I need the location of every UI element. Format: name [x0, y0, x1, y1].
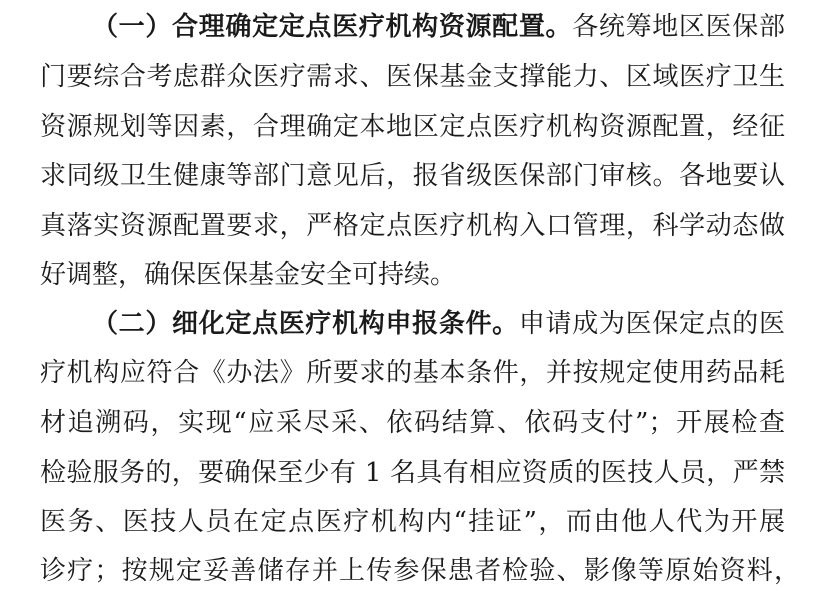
text-run: 医务、医技人员在定点医疗机构内“挂证”，而由他人代为开展: [40, 507, 785, 537]
text-run: 材追溯码，实现“应采尽采、依码结算、依码支付”；开展检查: [40, 408, 785, 438]
text-run: 各统筹地区医保部: [572, 12, 785, 42]
paragraph-2-line-5: [40, 505, 785, 539]
text-run: 好调整，确保医保基金安全可持续。: [40, 260, 457, 290]
text-run: 疗机构应符合《办法》所要求的基本条件，并按规定使用药品耗: [40, 358, 785, 388]
text-run: 检验服务的，要确保至少有 1 名具有相应资质的医技人员，严禁: [40, 458, 785, 488]
paragraph-2-line-6: [40, 554, 800, 588]
text-run: 资源规划等因素，合理确定本地区定点医疗机构资源配置，经征: [40, 112, 785, 142]
section-heading-1: （一）合理确定定点医疗机构资源配置。: [92, 12, 573, 42]
text-run: 求同级卫生健康等部门意见后，报省级医保部门审核。各地要认: [40, 161, 785, 191]
text-run: 申请成为医保定点的医: [518, 309, 785, 339]
paragraph-1-line-3: [40, 110, 785, 144]
text-run: 真落实资源配置要求，严格定点医疗机构入口管理，科学动态做: [40, 211, 785, 241]
text-run: 诊疗；按规定妥善储存并上传参保患者检验、影像等原始资料，: [40, 556, 800, 586]
paragraph-1-line-2: [40, 60, 785, 94]
paragraph-1-line-5: [40, 209, 785, 243]
paragraph-1-line-1: [92, 10, 785, 44]
text-run: 门要综合考虑群众医疗需求、医保基金支撑能力、区域医疗卫生: [40, 62, 785, 92]
paragraph-2-line-4: [40, 456, 785, 490]
paragraph-1-line-6: [40, 258, 785, 292]
paragraph-2-line-1: [92, 307, 785, 341]
paragraph-1-line-4: [40, 159, 785, 193]
paragraph-2-line-3: [40, 406, 785, 440]
section-heading-2: （二）细化定点医疗机构申报条件。: [92, 309, 519, 339]
paragraph-2-line-2: [40, 356, 785, 390]
